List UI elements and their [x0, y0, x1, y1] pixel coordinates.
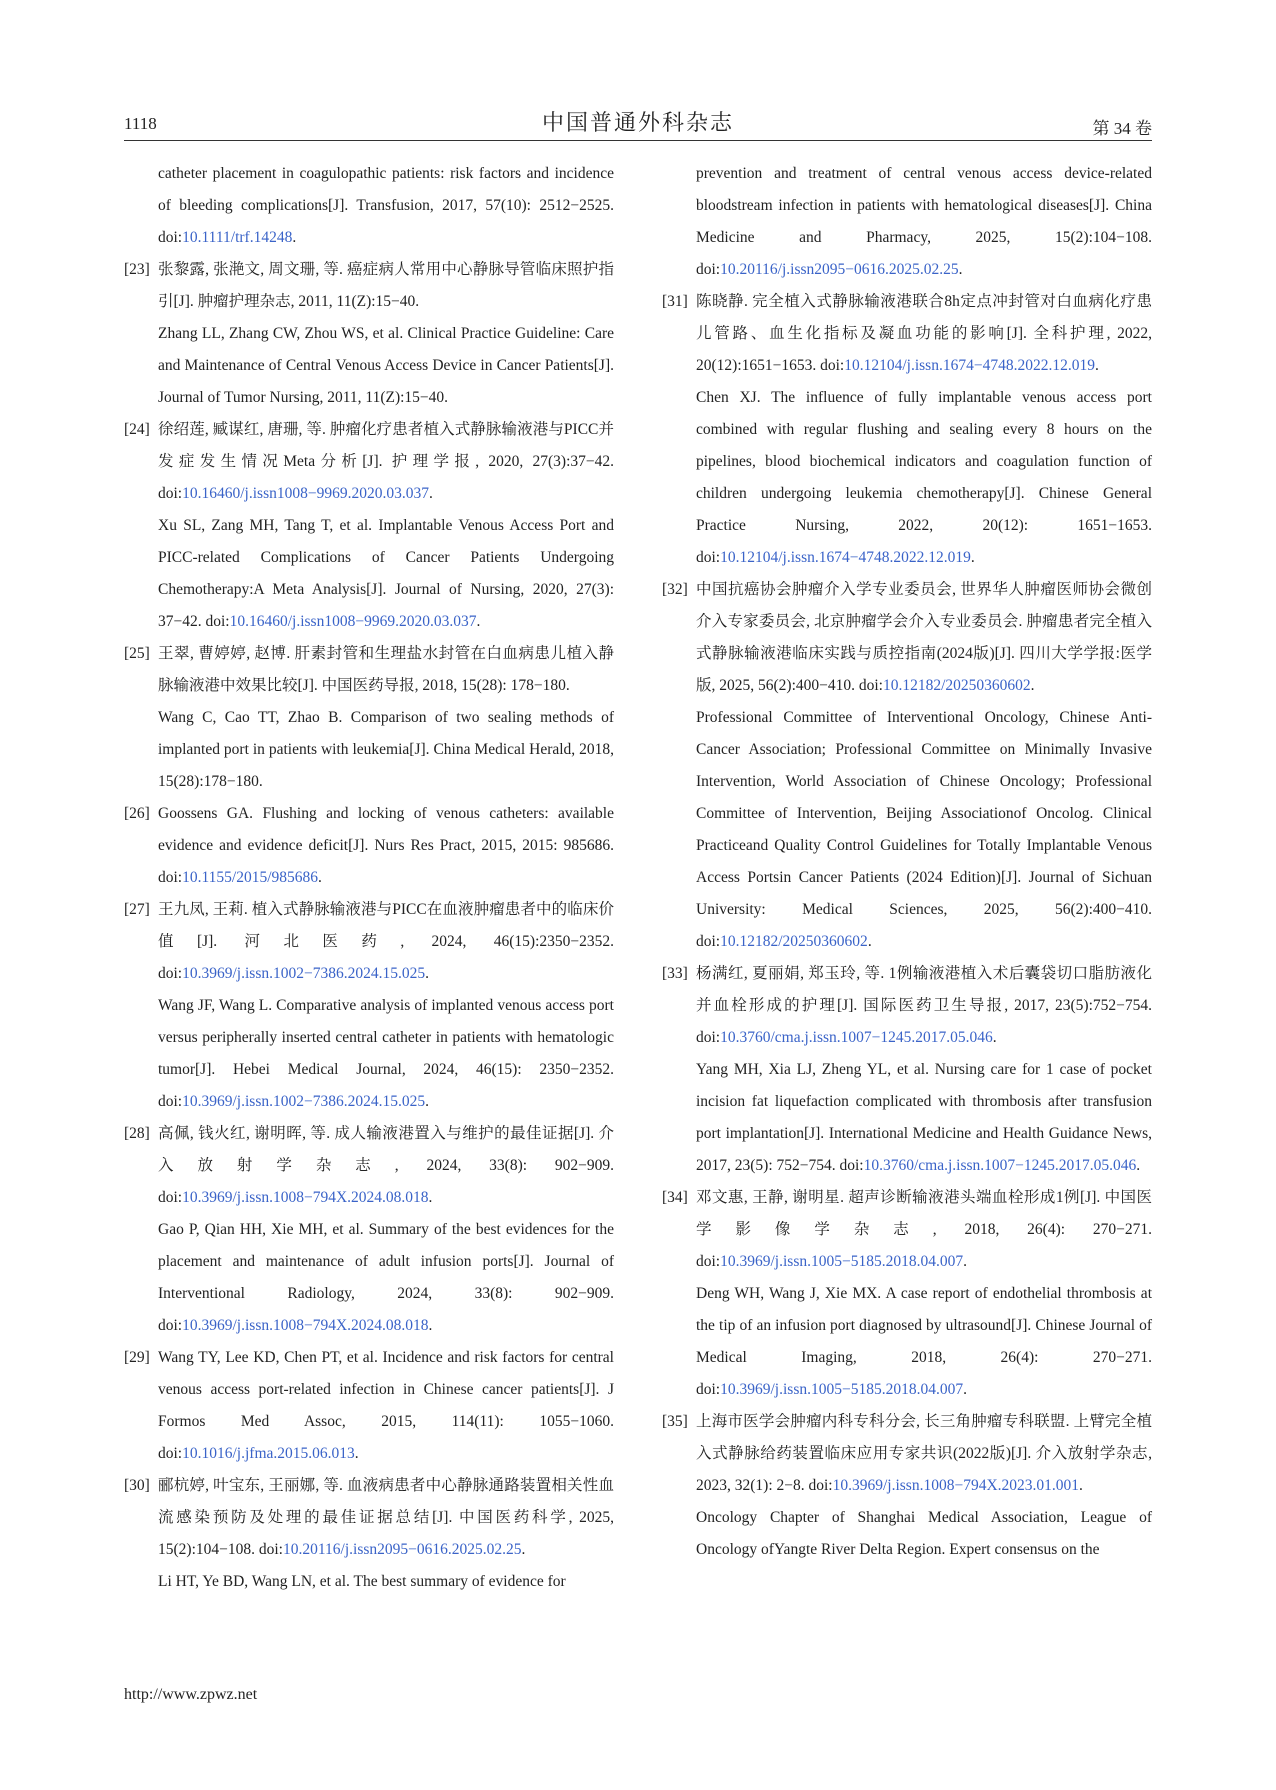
doi-link[interactable]: 10.3760/cma.j.issn.1007−1245.2017.05.046 — [863, 1157, 1137, 1174]
reference-cn-text: 邓文惠, 王静, 谢明星. 超声诊断输液港头端血栓形成1例[J]. 中国医学影像学杂志, 2018, 26(4): 270−271. doi: — [696, 1189, 1152, 1270]
reference-entry — [124, 414, 614, 638]
reference-en: Goossens GA. Flushing and locking of venous catheters: available evidence and evidence deficit[J]. Nurs Res Pract, 2015, 2015: 985686. doi:10.1155/2015/985686. — [158, 805, 614, 886]
doi-link[interactable]: 10.20116/j.issn2095−0616.2025.02.25 — [282, 1541, 522, 1558]
reference-number: [29] — [124, 1349, 150, 1366]
volume-label: 第 34 卷 — [1092, 119, 1152, 138]
footer-url[interactable]: http://www.zpwz.net — [124, 1686, 258, 1703]
doi-link[interactable]: 10.1111/trf.14248 — [182, 229, 293, 246]
reference-en — [158, 702, 614, 798]
journal-title: 中国普通外科杂志 — [541, 110, 734, 135]
reference-en: Gao P, Qian HH, Xie MH, et al. Summary of the best evidences for the placement and maintenance of adult infusion ports[J]. Journal of Interventional Radiology, 2024, 33(8): 902−909. doi:10.3969/j.issn.1008−794X.2024.08.018. — [158, 1221, 614, 1334]
reference-cn-text: 张黎露, 张滟文, 周文珊, 等. 癌症病人常用中心静脉导管临床照护指引[J]. 肿瘤护理杂志, 2011, 11(Z):15−40. — [158, 261, 614, 310]
reference-en-text: Xu SL, Zang MH, Tang T, et al. Implantable Venous Access Port and PICC-related Complications of Cancer Patients Undergoing Chemotherapy:A Meta Analysis[J]. Journal of Nursing, 2020, 27(3): 37−42. doi: — [158, 517, 614, 630]
reference-en-text: Professional Committee of Interventional Oncology, Chinese Anti-Cancer Association; Professional Committee on Minimally Invasive Intervention, World Association of Chinese Oncology; Professional Committee of Intervention, Beijing Associationof Oncolog. Clinical Practiceand Quality Control Guidelines for Totally Implantable Venous Access Portsin Cancer Patients (2024 Edition)[J]. Journal of Sichuan University: Medical Sciences, 2025, 56(2):400−410. doi: — [696, 709, 1152, 950]
doi-link[interactable]: 10.3969/j.issn.1005−5185.2018.04.007 — [720, 1253, 964, 1270]
reference-number: [32] — [662, 581, 688, 598]
doi-link[interactable]: 10.3969/j.issn.1008−794X.2023.01.001 — [832, 1477, 1080, 1494]
reference-cn-text: 上海市医学会肿瘤内科专科分会, 长三角肿瘤专科联盟. 上臂完全植入式静脉给药装置临床应用专家共识(2022版)[J]. 介入放射学杂志, 2023, 32(1): 2−8. doi: — [696, 1413, 1152, 1494]
doi-link[interactable]: 10.3969/j.issn.1008−794X.2024.08.018 — [182, 1317, 429, 1334]
reference-en-text: catheter placement in coagulopathic patients: risk factors and incidence of bleeding complications[J]. Transfusion, 2017, 57(10): 2512−2525. doi: — [158, 165, 614, 246]
reference-cn: 中国抗癌协会肿瘤介入学专业委员会, 世界华人肿瘤医师协会微创介入专家委员会, 北京肿瘤学会介入专业委员会. 肿瘤患者完全植入式静脉输液港临床实践与质控指南(2024版)[J]. 四川大学学报:医学版, 2025, 56(2):400−410. doi:10.12182/20250360602. — [696, 581, 1152, 694]
reference-cn: 陈晓静. 完全植入式静脉输液港联合8h定点冲封管对白血病化疗患儿管路、血生化指标及凝血功能的影响[J]. 全科护理, 2022, 20(12):1651−1653. doi:10.12104/j.issn.1674−4748.2022.12.019. — [696, 293, 1152, 374]
doi-link[interactable]: 10.3969/j.issn.1002−7386.2024.15.025 — [182, 965, 426, 982]
doi-link[interactable]: 10.16460/j.issn1008−9969.2020.03.037 — [229, 613, 477, 630]
reference-entry — [124, 894, 614, 1118]
doi-link[interactable]: 10.3760/cma.j.issn.1007−1245.2017.05.046 — [720, 1029, 993, 1046]
doi-link[interactable]: 10.12182/20250360602 — [882, 677, 1031, 694]
header-rule — [124, 140, 1152, 141]
reference-en: catheter placement in coagulopathic patients: risk factors and incidence of bleeding complications[J]. Transfusion, 2017, 57(10): 2512−2525. doi:10.1111/trf.14248. — [158, 165, 614, 246]
reference-en-text: prevention and treatment of central venous access device-related bloodstream infection in patients with hematological diseases[J]. China Medicine and Pharmacy, 2025, 15(2):104−108. doi: — [696, 165, 1152, 278]
doi-link[interactable]: 10.12104/j.issn.1674−4748.2022.12.019 — [844, 357, 1095, 374]
doi-link[interactable]: 10.16460/j.issn1008−9969.2020.03.037 — [182, 485, 429, 502]
reference-en — [696, 1502, 1152, 1566]
reference-column-left — [124, 158, 614, 1598]
page-header — [124, 104, 1152, 140]
reference-cn-text: 高佩, 钱火红, 谢明晖, 等. 成人输液港置入与维护的最佳证据[J]. 介入放射学杂志, 2024, 33(8): 902−909. doi: — [158, 1125, 614, 1206]
reference-entry — [124, 254, 614, 414]
reference-cn — [158, 638, 614, 702]
reference-number: [25] — [124, 645, 150, 662]
reference-cn: 郦杭婷, 叶宝东, 王丽娜, 等. 血液病患者中心静脉通路装置相关性血流感染预防及处理的最佳证据总结[J]. 中国医药科学, 2025, 15(2):104−108. doi:10.20116/j.issn2095−0616.2025.02.25. — [158, 1477, 614, 1558]
reference-cn: 上海市医学会肿瘤内科专科分会, 长三角肿瘤专科联盟. 上臂完全植入式静脉给药装置临床应用专家共识(2022版)[J]. 介入放射学杂志, 2023, 32(1): 2−8. doi:10.3969/j.issn.1008−794X.2023.01.001. — [696, 1413, 1152, 1494]
reference-en-text: Deng WH, Wang J, Xie MX. A case report of endothelial thrombosis at the tip of an infusion port diagnosed by ultrasound[J]. Chinese Journal of Medical Imaging, 2018, 26(4): 270−271. doi: — [696, 1285, 1152, 1398]
reference-en — [158, 318, 614, 414]
reference-entry — [662, 158, 1152, 286]
reference-cn: 徐绍莲, 臧谋红, 唐珊, 等. 肿瘤化疗患者植入式静脉输液港与PICC并发症发生情况Meta分析[J]. 护理学报, 2020, 27(3):37−42. doi:10.16460/j.issn1008−9969.2020.03.037. — [158, 421, 614, 502]
doi-link[interactable]: 10.3969/j.issn.1008−794X.2024.08.018 — [182, 1189, 429, 1206]
reference-en-text: Wang TY, Lee KD, Chen PT, et al. Incidence and risk factors for central venous access port-related infection in Chinese cancer patients[J]. J Formos Med Assoc, 2015, 114(11): 1055−1060. doi: — [158, 1349, 614, 1462]
doi-link[interactable]: 10.20116/j.issn2095−0616.2025.02.25 — [720, 261, 959, 278]
doi-link[interactable]: 10.12104/j.issn.1674−4748.2022.12.019 — [720, 549, 971, 566]
reference-entry — [662, 286, 1152, 574]
reference-en-text: Gao P, Qian HH, Xie MH, et al. Summary of the best evidences for the placement and maintenance of adult infusion ports[J]. Journal of Interventional Radiology, 2024, 33(8): 902−909. doi: — [158, 1221, 614, 1334]
reference-cn-text: 郦杭婷, 叶宝东, 王丽娜, 等. 血液病患者中心静脉通路装置相关性血流感染预防及处理的最佳证据总结[J]. 中国医药科学, 2025, 15(2):104−108. doi: — [158, 1477, 614, 1558]
reference-column-right — [662, 158, 1152, 1566]
reference-number: [28] — [124, 1125, 150, 1142]
reference-entry — [662, 574, 1152, 958]
reference-entry — [124, 798, 614, 894]
doi-link[interactable]: 10.1016/j.jfma.2015.06.013 — [182, 1445, 355, 1462]
reference-en-text: Wang JF, Wang L. Comparative analysis of implanted venous access port versus peripherally inserted central catheter in patients with hematologic tumor[J]. Hebei Medical Journal, 2024, 46(15): 2350−2352. doi: — [158, 997, 614, 1110]
reference-entry — [662, 1182, 1152, 1406]
reference-cn-text: 杨满红, 夏丽娟, 郑玉玲, 等. 1例输液港植入术后囊袋切口脂肪液化并血栓形成的护理[J]. 国际医药卫生导报, 2017, 23(5):752−754. doi: — [696, 965, 1152, 1046]
reference-entry — [662, 1406, 1152, 1566]
reference-en-text: Zhang LL, Zhang CW, Zhou WS, et al. Clinical Practice Guideline: Care and Maintenance of Central Venous Access Device in Cancer Patients[J]. Journal of Tumor Nursing, 2011, 11(Z):15−40. — [158, 325, 614, 406]
reference-en-text: Wang C, Cao TT, Zhao B. Comparison of two sealing methods of implanted port in patients with leukemia[J]. China Medical Herald, 2018, 15(28):178−180. — [158, 709, 614, 790]
reference-en-text: Chen XJ. The influence of fully implantable venous access port combined with regular flushing and sealing every 8 hours on the pipelines, blood biochemical indicators and coagulation function of children undergoing leukemia chemotherapy[J]. Chinese General Practice Nursing, 2022, 20(12): 1651−1653. doi: — [696, 389, 1152, 566]
reference-en-text: Yang MH, Xia LJ, Zheng YL, et al. Nursing care for 1 case of pocket incision fat liquefaction complicated with thrombosis after transfusion port implantation[J]. International Medicine and Health Guidance News, 2017, 23(5): 752−754. doi: — [696, 1061, 1152, 1174]
reference-en: prevention and treatment of central venous access device-related bloodstream infection in patients with hematological diseases[J]. China Medicine and Pharmacy, 2025, 15(2):104−108. doi:10.20116/j.issn2095−0616.2025.02.25. — [696, 165, 1152, 278]
doi-link[interactable]: 10.12182/20250360602 — [720, 933, 868, 950]
reference-cn — [158, 254, 614, 318]
reference-en-text: Oncology Chapter of Shanghai Medical Association, League of Oncology ofYangte River Delta Region. Expert consensus on the — [696, 1509, 1152, 1558]
reference-number: [26] — [124, 805, 150, 822]
doi-link[interactable]: 10.3969/j.issn.1005−5185.2018.04.007 — [720, 1381, 964, 1398]
reference-number: [24] — [124, 421, 150, 438]
reference-en: Chen XJ. The influence of fully implantable venous access port combined with regular flushing and sealing every 8 hours on the pipelines, blood biochemical indicators and coagulation function of children undergoing leukemia chemotherapy[J]. Chinese General Practice Nursing, 2022, 20(12): 1651−1653. doi:10.12104/j.issn.1674−4748.2022.12.019. — [696, 389, 1152, 566]
page-number: 1118 — [124, 114, 157, 133]
reference-number: [30] — [124, 1477, 150, 1494]
reference-en: Wang JF, Wang L. Comparative analysis of implanted venous access port versus peripherally inserted central catheter in patients with hematologic tumor[J]. Hebei Medical Journal, 2024, 46(15): 2350−2352. doi:10.3969/j.issn.1002−7386.2024.15.025. — [158, 997, 614, 1110]
reference-number: [33] — [662, 965, 688, 982]
reference-cn-text: 徐绍莲, 臧谋红, 唐珊, 等. 肿瘤化疗患者植入式静脉输液港与PICC并发症发生情况Meta分析[J]. 护理学报, 2020, 27(3):37−42. doi: — [158, 421, 614, 502]
reference-number: [23] — [124, 261, 150, 278]
reference-cn-text: 陈晓静. 完全植入式静脉输液港联合8h定点冲封管对白血病化疗患儿管路、血生化指标及凝血功能的影响[J]. 全科护理, 2022, 20(12):1651−1653. doi: — [696, 293, 1152, 374]
reference-en: Deng WH, Wang J, Xie MX. A case report of endothelial thrombosis at the tip of an infusion port diagnosed by ultrasound[J]. Chinese Journal of Medical Imaging, 2018, 26(4): 270−271. doi:10.3969/j.issn.1005−5185.2018.04.007. — [696, 1285, 1152, 1398]
reference-en: Professional Committee of Interventional Oncology, Chinese Anti-Cancer Association; Professional Committee on Minimally Invasive Intervention, World Association of Chinese Oncology; Professional Committee of Intervention, Beijing Associationof Oncolog. Clinical Practiceand Quality Control Guidelines for Totally Implantable Venous Access Portsin Cancer Patients (2024 Edition)[J]. Journal of Sichuan University: Medical Sciences, 2025, 56(2):400−410. doi:10.12182/20250360602. — [696, 709, 1152, 950]
reference-cn: 高佩, 钱火红, 谢明晖, 等. 成人输液港置入与维护的最佳证据[J]. 介入放射学杂志, 2024, 33(8): 902−909. doi:10.3969/j.issn.1008−794X.2024.08.018. — [158, 1125, 614, 1206]
reference-en: Yang MH, Xia LJ, Zheng YL, et al. Nursing care for 1 case of pocket incision fat liquefaction complicated with thrombosis after transfusion port implantation[J]. International Medicine and Health Guidance News, 2017, 23(5): 752−754. doi:10.3760/cma.j.issn.1007−1245.2017.05.046. — [696, 1061, 1152, 1174]
reference-number: [31] — [662, 293, 688, 310]
doi-link[interactable]: 10.1155/2015/985686 — [182, 869, 319, 886]
reference-cn-text: 中国抗癌协会肿瘤介入学专业委员会, 世界华人肿瘤医师协会微创介入专家委员会, 北京肿瘤学会介入专业委员会. 肿瘤患者完全植入式静脉输液港临床实践与质控指南(2024版)[J]. 四川大学学报:医学版, 2025, 56(2):400−410. doi: — [696, 581, 1152, 694]
reference-entry — [124, 638, 614, 798]
reference-entry — [662, 958, 1152, 1182]
reference-entry — [124, 1470, 614, 1598]
reference-cn-text: 王翠, 曹婷婷, 赵博. 肝素封管和生理盐水封管在白血病患儿植入静脉输液港中效果比较[J]. 中国医药导报, 2018, 15(28): 178−180. — [158, 645, 614, 694]
reference-entry — [124, 1342, 614, 1470]
reference-en: Xu SL, Zang MH, Tang T, et al. Implantable Venous Access Port and PICC-related Complications of Cancer Patients Undergoing Chemotherapy:A Meta Analysis[J]. Journal of Nursing, 2020, 27(3): 37−42. doi:10.16460/j.issn1008−9969.2020.03.037. — [158, 517, 614, 630]
reference-cn: 邓文惠, 王静, 谢明星. 超声诊断输液港头端血栓形成1例[J]. 中国医学影像学杂志, 2018, 26(4): 270−271. doi:10.3969/j.issn.1005−5185.2018.04.007. — [696, 1189, 1152, 1270]
reference-cn-text: 王九凤, 王莉. 植入式静脉输液港与PICC在血液肿瘤患者中的临床价值[J]. 河北医药, 2024, 46(15):2350−2352. doi: — [158, 901, 614, 982]
reference-entry — [124, 158, 614, 254]
reference-en-text: Goossens GA. Flushing and locking of venous catheters: available evidence and evidence deficit[J]. Nurs Res Pract, 2015, 2015: 985686. doi: — [158, 805, 614, 886]
reference-en — [158, 1566, 614, 1598]
reference-number: [34] — [662, 1189, 688, 1206]
reference-number: [35] — [662, 1413, 688, 1430]
reference-en: Wang TY, Lee KD, Chen PT, et al. Incidence and risk factors for central venous access port-related infection in Chinese cancer patients[J]. J Formos Med Assoc, 2015, 114(11): 1055−1060. doi:10.1016/j.jfma.2015.06.013. — [158, 1349, 614, 1462]
reference-en-text: Li HT, Ye BD, Wang LN, et al. The best summary of evidence for — [158, 1573, 566, 1590]
reference-cn: 杨满红, 夏丽娟, 郑玉玲, 等. 1例输液港植入术后囊袋切口脂肪液化并血栓形成的护理[J]. 国际医药卫生导报, 2017, 23(5):752−754. doi:10.3760/cma.j.issn.1007−1245.2017.05.046. — [696, 965, 1152, 1046]
reference-entry — [124, 1118, 614, 1342]
reference-number: [27] — [124, 901, 150, 918]
reference-cn: 王九凤, 王莉. 植入式静脉输液港与PICC在血液肿瘤患者中的临床价值[J]. 河北医药, 2024, 46(15):2350−2352. doi:10.3969/j.issn.1002−7386.2024.15.025. — [158, 901, 614, 982]
doi-link[interactable]: 10.3969/j.issn.1002−7386.2024.15.025 — [182, 1093, 426, 1110]
